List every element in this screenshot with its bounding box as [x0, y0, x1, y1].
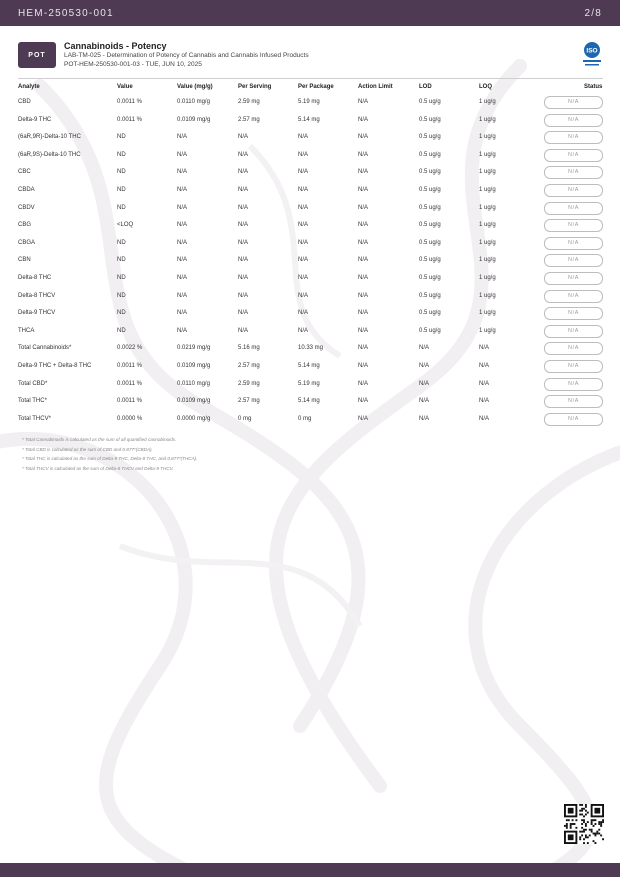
loq-cell: 1 ug/g [479, 169, 496, 176]
value-cell: 0.0022 % [117, 345, 143, 352]
loq-cell: 1 ug/g [479, 151, 496, 158]
value-mgg-cell: 0.0110 mg/g [177, 380, 210, 387]
table-row [18, 305, 603, 323]
top-bar [0, 0, 620, 26]
per-package-cell: N/A [298, 187, 309, 193]
lod-cell: N/A [419, 380, 430, 387]
per-serving-cell: 5.16 mg [238, 345, 260, 352]
action-limit-cell: N/A [358, 151, 369, 158]
loq-cell: 1 ug/g [479, 239, 496, 246]
action-limit-cell: N/A [358, 169, 369, 176]
value-mgg-cell: N/A [177, 310, 188, 317]
value-cell: ND [117, 292, 126, 299]
iso-accreditation-icon [581, 41, 603, 67]
value-cell: 0.0011 % [117, 363, 142, 369]
value-cell: 0.0011 % [117, 398, 142, 405]
footnotes [22, 435, 197, 473]
value-mgg-cell: 0.0109 mg/g [177, 116, 211, 123]
table-row [18, 164, 603, 182]
per-serving-cell: 0 mg [238, 415, 252, 422]
per-serving-cell: N/A [238, 187, 249, 193]
status-badge: N/A [544, 166, 603, 179]
table-row [18, 182, 603, 200]
table-row [18, 358, 603, 376]
lod-cell: 0.5 ug/g [419, 292, 441, 299]
action-limit-cell: N/A [358, 99, 369, 105]
per-package-cell: 5.14 mg [298, 398, 320, 405]
per-package-cell: N/A [298, 169, 309, 176]
value-cell: 0.0000 % [117, 415, 143, 422]
value-cell: ND [117, 275, 126, 281]
status-badge: N/A [544, 96, 603, 109]
per-serving-cell: N/A [238, 257, 249, 264]
value-mgg-cell: N/A [177, 327, 188, 334]
footnote: * Total THC is calculated as the sum of Delta-9 THC, Delta-8 THC, and 0.877*(THCA). [22, 456, 198, 461]
table-row [18, 340, 603, 358]
value-mgg-cell: N/A [177, 169, 188, 176]
document-id: HEM-250530-001 [18, 8, 114, 19]
value-mgg-cell: 0.0000 mg/g [177, 415, 211, 422]
value-cell: ND [117, 239, 126, 246]
per-serving-cell: 2.57 mg [238, 363, 260, 369]
action-limit-cell: N/A [358, 204, 369, 211]
table-row [18, 252, 603, 270]
value-mgg-cell: 0.0219 mg/g [177, 345, 211, 352]
per-serving-cell: N/A [238, 169, 249, 176]
action-limit-cell: N/A [358, 327, 369, 334]
per-serving-cell: 2.57 mg [238, 398, 260, 405]
action-limit-cell: N/A [358, 363, 369, 369]
action-limit-cell: N/A [358, 310, 369, 317]
value-cell: 0.0011 % [117, 116, 142, 123]
value-mgg-cell: N/A [177, 275, 188, 281]
column-header-status: Status [584, 84, 603, 90]
qr-code-icon[interactable] [564, 804, 604, 844]
status-badge: N/A [544, 342, 603, 355]
value-mgg-cell: N/A [177, 151, 188, 158]
column-header-analyte: Analyte [18, 84, 40, 90]
analyte-cell: CBD [18, 99, 31, 105]
lod-cell: 0.5 ug/g [419, 99, 441, 105]
loq-cell: 1 ug/g [479, 222, 496, 229]
status-badge: N/A [544, 114, 603, 127]
action-limit-cell: N/A [358, 415, 369, 422]
value-cell: <LOQ [117, 222, 134, 229]
per-package-cell: N/A [298, 222, 309, 229]
loq-cell: 1 ug/g [479, 327, 496, 334]
loq-cell: 1 ug/g [479, 134, 496, 141]
sample-date-line: POT-HEM-250530-001-03 - TUE, JUN 10, 2025 [64, 61, 202, 68]
lod-cell: 0.5 ug/g [419, 134, 441, 141]
per-serving-cell: N/A [238, 134, 249, 141]
value-mgg-cell: N/A [177, 134, 188, 141]
value-cell: 0.0011 % [117, 380, 142, 387]
analyte-cell: Total THCV* [18, 415, 51, 422]
per-package-cell: 10.33 mg [298, 345, 324, 352]
section-title: Cannabinoids - Potency [64, 41, 167, 51]
per-serving-cell: N/A [238, 292, 249, 299]
status-badge: N/A [544, 272, 603, 285]
loq-cell: 1 ug/g [479, 116, 496, 123]
lod-cell: 0.5 ug/g [419, 275, 441, 281]
status-badge: N/A [544, 325, 603, 338]
table-row [18, 147, 603, 165]
status-badge: N/A [544, 184, 603, 197]
per-package-cell: N/A [298, 239, 309, 246]
status-badge: N/A [544, 254, 603, 267]
analyte-cell: (6aR,9S)-Delta-10 THC [18, 151, 81, 158]
table-row [18, 411, 603, 429]
section-header [18, 41, 603, 79]
value-mgg-cell: N/A [177, 222, 188, 229]
loq-cell: 1 ug/g [479, 275, 496, 281]
lod-cell: N/A [419, 415, 430, 422]
value-mgg-cell: N/A [177, 239, 188, 246]
lod-cell: 0.5 ug/g [419, 204, 441, 211]
value-cell: ND [117, 151, 126, 158]
footnote: * Total CBD is calculated as the sum of CBD and 0.877*(CBDA). [22, 446, 153, 452]
per-package-cell: 5.19 mg [298, 380, 320, 387]
value-mgg-cell: 0.0110 mg/g [177, 99, 210, 105]
lod-cell: 0.5 ug/g [419, 151, 441, 158]
per-serving-cell: N/A [238, 222, 249, 229]
loq-cell: 1 ug/g [479, 204, 496, 211]
action-limit-cell: N/A [358, 345, 369, 352]
action-limit-cell: N/A [358, 239, 369, 246]
loq-cell: 1 ug/g [479, 257, 496, 264]
value-cell: ND [117, 169, 126, 176]
per-serving-cell: N/A [238, 204, 249, 211]
per-serving-cell: N/A [238, 151, 249, 158]
value-cell: ND [117, 134, 126, 141]
method-line: LAB-TM-025 - Determination of Potency of Cannabis and Cannabis Infused Products [64, 52, 309, 59]
lod-cell: 0.5 ug/g [419, 116, 441, 123]
status-badge: N/A [544, 149, 603, 162]
analyte-cell: Total THC* [18, 398, 47, 405]
per-package-cell: 5.14 mg [298, 363, 320, 369]
status-badge: N/A [544, 413, 603, 426]
analyte-cell: CBG [18, 222, 32, 229]
action-limit-cell: N/A [358, 380, 369, 387]
action-limit-cell: N/A [358, 292, 369, 299]
lod-cell: 0.5 ug/g [419, 327, 441, 334]
table-row [18, 393, 603, 411]
loq-cell: N/A [479, 363, 490, 369]
action-limit-cell: N/A [358, 275, 369, 281]
per-serving-cell: 2.59 mg [238, 99, 260, 105]
loq-cell: 1 ug/g [479, 310, 496, 317]
value-mgg-cell: N/A [177, 292, 188, 299]
lod-cell: 0.5 ug/g [419, 239, 441, 246]
per-package-cell: N/A [298, 292, 309, 299]
iso-logo-text: ISO [586, 47, 598, 55]
table-row [18, 200, 603, 218]
status-badge: N/A [544, 219, 603, 232]
table-row [18, 288, 603, 306]
lod-cell: N/A [419, 398, 430, 405]
column-header-value-mgg: Value (mg/g) [177, 84, 213, 90]
per-package-cell: 5.14 mg [298, 116, 320, 123]
per-package-cell: N/A [298, 275, 309, 281]
per-package-cell: N/A [298, 204, 309, 211]
analyte-cell: Delta-9 THC [18, 116, 52, 123]
value-cell: ND [117, 204, 126, 211]
status-badge: N/A [544, 360, 603, 373]
analyte-cell: CBDV [18, 204, 35, 211]
analyte-cell: THCA [18, 327, 35, 334]
value-mgg-cell: 0.0109 mg/g [177, 363, 211, 369]
column-header-loq: LOQ [479, 84, 492, 90]
value-cell: ND [117, 257, 126, 264]
loq-cell: N/A [479, 415, 490, 422]
status-badge: N/A [544, 202, 603, 215]
per-serving-cell: N/A [238, 275, 249, 281]
value-cell: ND [117, 310, 126, 317]
per-serving-cell: N/A [238, 239, 249, 246]
status-badge: N/A [544, 237, 603, 250]
analyte-cell: CBC [18, 169, 31, 176]
table-row [18, 94, 603, 112]
table-row [18, 217, 603, 235]
value-mgg-cell: N/A [177, 257, 188, 264]
loq-cell: 1 ug/g [479, 292, 496, 299]
column-header-action-limit: Action Limit [358, 84, 393, 90]
section-badge: POT [18, 42, 56, 68]
per-package-cell: 0 mg [298, 415, 312, 422]
per-serving-cell: N/A [238, 310, 249, 317]
lod-cell: N/A [419, 363, 430, 369]
action-limit-cell: N/A [358, 398, 369, 405]
lod-cell: 0.5 ug/g [419, 310, 441, 317]
footnote: * Total THCV is calculated as the sum of Delta-8 THCV and Delta-9 THCV. [22, 465, 174, 471]
column-header-lod: LOD [419, 84, 432, 90]
lod-cell: 0.5 ug/g [419, 169, 441, 176]
table-row [18, 270, 603, 288]
value-cell: ND [117, 327, 126, 334]
status-badge: N/A [544, 290, 603, 303]
analyte-cell: Total Cannabinoids* [18, 345, 72, 352]
analyte-cell: Delta-8 THC [18, 275, 52, 281]
loq-cell: N/A [479, 380, 490, 387]
action-limit-cell: N/A [358, 116, 369, 123]
analyte-cell: Delta-8 THCV [18, 292, 56, 299]
per-package-cell: 5.19 mg [298, 99, 320, 105]
table-row [18, 323, 603, 341]
column-header-per-serving: Per Serving [238, 84, 272, 90]
per-serving-cell: N/A [238, 327, 249, 334]
loq-cell: N/A [479, 345, 490, 352]
lod-cell: 0.5 ug/g [419, 257, 441, 264]
action-limit-cell: N/A [358, 222, 369, 229]
value-cell: 0.0011 % [117, 99, 142, 105]
table-row [18, 129, 603, 147]
lod-cell: N/A [419, 345, 430, 352]
page-number: 2/8 [584, 8, 602, 19]
column-header-value: Value [117, 84, 133, 90]
status-badge: N/A [544, 395, 603, 408]
action-limit-cell: N/A [358, 187, 369, 193]
per-package-cell: N/A [298, 257, 309, 264]
per-package-cell: N/A [298, 327, 309, 334]
status-badge: N/A [544, 131, 603, 144]
value-mgg-cell: N/A [177, 204, 188, 211]
per-package-cell: N/A [298, 151, 309, 158]
footnote: * Total Cannabinoids is calculated as the sum of all quantified cannabinoids. [22, 437, 177, 442]
loq-cell: 1 ug/g [479, 187, 496, 193]
value-mgg-cell: N/A [177, 187, 188, 193]
table-row [18, 112, 603, 130]
analyte-cell: CBN [18, 257, 31, 264]
bottom-bar [0, 863, 620, 877]
lod-cell: 0.5 ug/g [419, 222, 441, 229]
action-limit-cell: N/A [358, 134, 369, 141]
per-serving-cell: 2.57 mg [238, 116, 260, 123]
per-package-cell: N/A [298, 310, 309, 317]
per-package-cell: N/A [298, 134, 309, 141]
table-row [18, 235, 603, 253]
analyte-cell: Total CBD* [18, 380, 48, 387]
analyte-cell: Delta-9 THCV [18, 310, 56, 317]
value-cell: ND [117, 187, 126, 193]
lod-cell: 0.5 ug/g [419, 187, 441, 193]
analyte-cell: CBDA [18, 187, 35, 193]
loq-cell: N/A [479, 398, 490, 405]
loq-cell: 1 ug/g [479, 99, 496, 105]
column-header-per-package: Per Package [298, 84, 334, 90]
analyte-cell: (6aR,9R)-Delta-10 THC [18, 134, 81, 141]
action-limit-cell: N/A [358, 257, 369, 264]
header-divider [18, 78, 603, 79]
table-row [18, 376, 603, 394]
status-badge: N/A [544, 307, 603, 320]
analyte-cell: Delta-9 THC + Delta-8 THC [18, 363, 92, 369]
status-badge: N/A [544, 378, 603, 391]
value-mgg-cell: 0.0109 mg/g [177, 398, 211, 405]
analyte-cell: CBGA [18, 239, 36, 246]
per-serving-cell: 2.59 mg [238, 380, 260, 387]
